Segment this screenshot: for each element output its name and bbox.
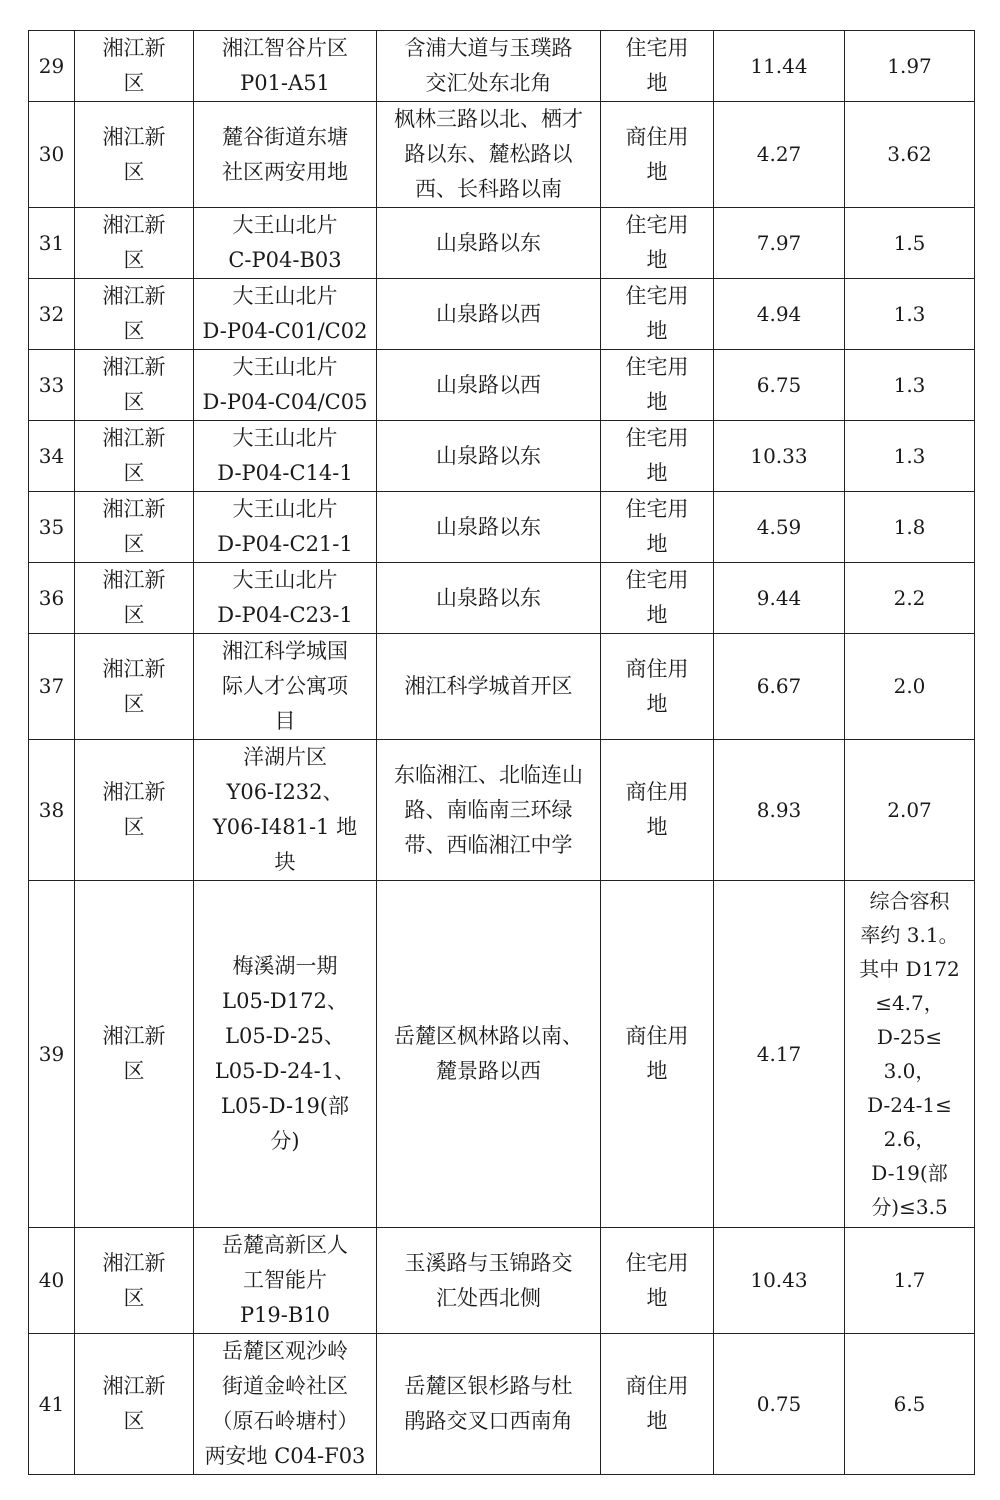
land-use-cell: 商住用 地 — [601, 102, 714, 208]
district-cell: 湘江新 区 — [75, 563, 194, 634]
location-cell: 枫林三路以北、栖才 路以东、麓松路以 西、长科路以南 — [377, 102, 601, 208]
location-cell: 含浦大道与玉璞路 交汇处东北角 — [377, 31, 601, 102]
parcel-name-cell: 大王山北片 D-P04-C01/C02 — [194, 279, 377, 350]
area-cell: 11.44 — [714, 31, 845, 102]
row-number: 39 — [29, 881, 75, 1228]
parcel-name-cell: 洋湖片区 Y06-I232、 Y06-I481-1 地 块 — [194, 740, 377, 881]
parcel-name-cell: 大王山北片 C-P04-B03 — [194, 208, 377, 279]
location-cell: 山泉路以西 — [377, 350, 601, 421]
land-use-cell: 住宅用 地 — [601, 421, 714, 492]
row-number: 29 — [29, 31, 75, 102]
table-row — [29, 31, 975, 102]
area-cell: 6.67 — [714, 634, 845, 740]
parcel-name-cell: 大王山北片 D-P04-C14-1 — [194, 421, 377, 492]
table-row — [29, 279, 975, 350]
land-use-cell: 住宅用 地 — [601, 208, 714, 279]
district-cell: 湘江新 区 — [75, 740, 194, 881]
table-row — [29, 881, 975, 1228]
district-cell: 湘江新 区 — [75, 634, 194, 740]
district-cell: 湘江新 区 — [75, 279, 194, 350]
land-use-cell: 住宅用 地 — [601, 279, 714, 350]
row-number: 33 — [29, 350, 75, 421]
parcel-name-cell: 大王山北片 D-P04-C04/C05 — [194, 350, 377, 421]
parcel-name-cell: 梅溪湖一期 L05-D172、 L05-D-25、 L05-D-24-1、 L05-D-19(部 分) — [194, 881, 377, 1228]
table-row — [29, 102, 975, 208]
parcel-name-cell: 岳麓高新区人 工智能片 P19-B10 — [194, 1228, 377, 1334]
area-cell: 0.75 — [714, 1334, 845, 1475]
row-number: 37 — [29, 634, 75, 740]
plot-ratio-cell: 1.7 — [845, 1228, 975, 1334]
table-body — [29, 31, 975, 1475]
row-number: 35 — [29, 492, 75, 563]
land-use-cell: 商住用 地 — [601, 1334, 714, 1475]
row-number: 41 — [29, 1334, 75, 1475]
parcel-name-cell: 湘江智谷片区 P01-A51 — [194, 31, 377, 102]
location-cell: 岳麓区枫林路以南、 麓景路以西 — [377, 881, 601, 1228]
area-cell: 9.44 — [714, 563, 845, 634]
table-row — [29, 421, 975, 492]
plot-ratio-cell: 1.3 — [845, 279, 975, 350]
row-number: 30 — [29, 102, 75, 208]
plot-ratio-cell: 2.2 — [845, 563, 975, 634]
table-row — [29, 350, 975, 421]
land-use-cell: 住宅用 地 — [601, 492, 714, 563]
location-cell: 岳麓区银杉路与杜 鹃路交叉口西南角 — [377, 1334, 601, 1475]
location-cell: 湘江科学城首开区 — [377, 634, 601, 740]
location-cell: 山泉路以西 — [377, 279, 601, 350]
table-row — [29, 1228, 975, 1334]
area-cell: 4.59 — [714, 492, 845, 563]
plot-ratio-cell: 1.8 — [845, 492, 975, 563]
row-number: 38 — [29, 740, 75, 881]
land-use-cell: 商住用 地 — [601, 881, 714, 1228]
plot-ratio-cell: 6.5 — [845, 1334, 975, 1475]
table-row — [29, 208, 975, 279]
area-cell: 7.97 — [714, 208, 845, 279]
plot-ratio-cell: 2.0 — [845, 634, 975, 740]
land-parcel-table-container — [28, 30, 974, 1475]
land-use-cell: 商住用 地 — [601, 634, 714, 740]
district-cell: 湘江新 区 — [75, 102, 194, 208]
parcel-name-cell: 岳麓区观沙岭 街道金岭社区 （原石岭塘村） 两安地 C04-F03 — [194, 1334, 377, 1475]
plot-ratio-cell: 1.97 — [845, 31, 975, 102]
table-row — [29, 492, 975, 563]
plot-ratio-cell: 3.62 — [845, 102, 975, 208]
district-cell: 湘江新 区 — [75, 1334, 194, 1475]
area-cell: 6.75 — [714, 350, 845, 421]
land-use-cell: 住宅用 地 — [601, 1228, 714, 1334]
land-use-cell: 商住用 地 — [601, 740, 714, 881]
plot-ratio-cell: 1.3 — [845, 421, 975, 492]
row-number: 32 — [29, 279, 75, 350]
land-use-cell: 住宅用 地 — [601, 350, 714, 421]
row-number: 36 — [29, 563, 75, 634]
area-cell: 10.33 — [714, 421, 845, 492]
location-cell: 东临湘江、北临连山 路、南临南三环绿 带、西临湘江中学 — [377, 740, 601, 881]
district-cell: 湘江新 区 — [75, 208, 194, 279]
land-use-cell: 住宅用 地 — [601, 31, 714, 102]
location-cell: 山泉路以东 — [377, 208, 601, 279]
district-cell: 湘江新 区 — [75, 31, 194, 102]
plot-ratio-cell: 综合容积 率约 3.1。 其中 D172 ≤4.7， D-25≤ 3.0， D-24-1≤ 2.6， D-19(部 分)≤3.5 — [845, 881, 975, 1228]
district-cell: 湘江新 区 — [75, 492, 194, 563]
district-cell: 湘江新 区 — [75, 1228, 194, 1334]
area-cell: 10.43 — [714, 1228, 845, 1334]
row-number: 34 — [29, 421, 75, 492]
row-number: 40 — [29, 1228, 75, 1334]
location-cell: 山泉路以东 — [377, 492, 601, 563]
parcel-name-cell: 大王山北片 D-P04-C23-1 — [194, 563, 377, 634]
table-row — [29, 1334, 975, 1475]
area-cell: 8.93 — [714, 740, 845, 881]
plot-ratio-cell: 2.07 — [845, 740, 975, 881]
district-cell: 湘江新 区 — [75, 350, 194, 421]
plot-ratio-cell: 1.3 — [845, 350, 975, 421]
table-row — [29, 563, 975, 634]
parcel-name-cell: 湘江科学城国 际人才公寓项 目 — [194, 634, 377, 740]
area-cell: 4.94 — [714, 279, 845, 350]
table-row — [29, 740, 975, 881]
location-cell: 玉溪路与玉锦路交 汇处西北侧 — [377, 1228, 601, 1334]
district-cell: 湘江新 区 — [75, 881, 194, 1228]
area-cell: 4.17 — [714, 881, 845, 1228]
area-cell: 4.27 — [714, 102, 845, 208]
row-number: 31 — [29, 208, 75, 279]
location-cell: 山泉路以东 — [377, 421, 601, 492]
parcel-name-cell: 麓谷街道东塘 社区两安用地 — [194, 102, 377, 208]
location-cell: 山泉路以东 — [377, 563, 601, 634]
land-use-cell: 住宅用 地 — [601, 563, 714, 634]
table-row — [29, 634, 975, 740]
plot-ratio-cell: 1.5 — [845, 208, 975, 279]
parcel-name-cell: 大王山北片 D-P04-C21-1 — [194, 492, 377, 563]
land-parcel-table — [28, 30, 975, 1475]
district-cell: 湘江新 区 — [75, 421, 194, 492]
